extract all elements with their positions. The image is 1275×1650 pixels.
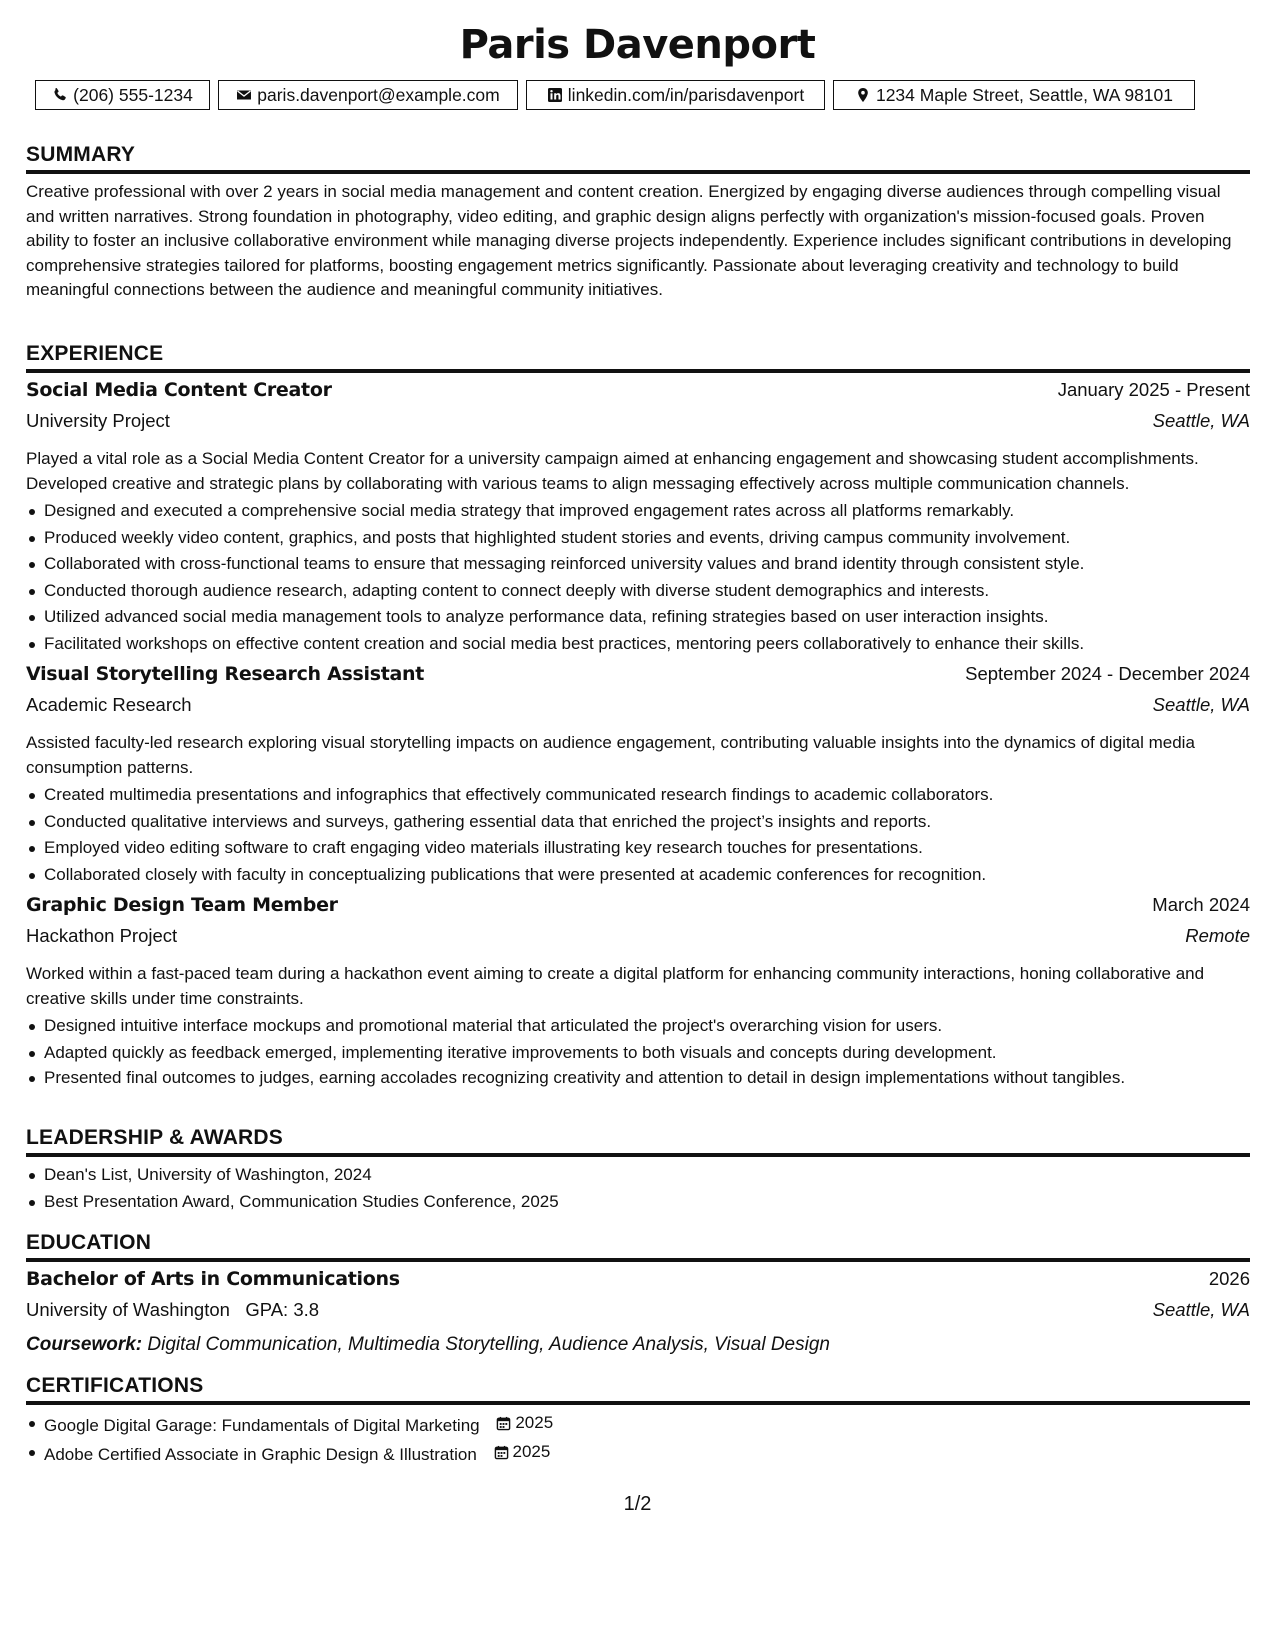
list-item: Utilized advanced social media management tools to analyze performance data, refining strategies based on user interaction insights. <box>26 604 1250 631</box>
cert-list <box>26 1410 1250 1469</box>
cert-date <box>494 1439 551 1466</box>
section-title: EXPERIENCE <box>26 342 1250 373</box>
list-item: Created multimedia presentations and infographics that effectively communicated research findings to academic collaborators. <box>26 782 1250 809</box>
list-item <box>26 1439 1250 1468</box>
contact-linkedin[interactable] <box>526 80 825 110</box>
job-date: January 2025 - Present <box>1057 379 1250 400</box>
job-entry <box>26 663 1250 888</box>
school-name: University of Washington <box>26 1299 230 1320</box>
email-text: paris.davenport@example.com <box>257 84 500 105</box>
graduation-year: 2026 <box>1208 1268 1250 1289</box>
job-bullets <box>26 782 1250 888</box>
education-section <box>26 1231 1250 1356</box>
summary-text: Creative professional with over 2 years in social media management and content creation. Energized by engaging diverse audiences through compelling visual and written narratives. Strong foundation in photography, video editing, and graphic design aligns perfectly with organization's mission-focused goals. Proven ability to foster an inclusive collaborative environment while managing diverse projects independently. Experience includes significant contributions in developing comprehensive strategies tailored for platforms, boosting engagement metrics significantly. Passionate about leveraging creativity and technology to build meaningful connections between the audience and meaningful community initiatives. <box>26 182 1232 299</box>
map-pin-icon <box>855 87 871 103</box>
job-description: Worked within a fast-paced team during a hackathon event aiming to create a digital platform for enhancing community interactions, honing collaborative and creative skills under time constraints. <box>26 964 1205 1008</box>
section-title: EDUCATION <box>26 1231 1250 1262</box>
candidate-name: Paris Davenport <box>459 22 816 68</box>
coursework-list: Digital Communication, Multimedia Storytelling, Audience Analysis, Visual Design <box>147 1334 830 1355</box>
job-description: Assisted faculty-led research exploring visual storytelling impacts on audience engagement, contributing valuable insights into the dynamics of digital media consumption patterns. <box>26 733 1195 777</box>
list-item: Best Presentation Award, Communication Studies Conference, 2025 <box>26 1189 1250 1216</box>
list-item: Dean's List, University of Washington, 2024 <box>26 1162 1250 1189</box>
job-date: September 2024 - December 2024 <box>965 663 1250 684</box>
linkedin-icon <box>547 87 563 103</box>
coursework-label: Coursework: <box>26 1334 143 1355</box>
phone-icon <box>52 87 68 103</box>
job-location: Remote <box>1185 925 1250 946</box>
calendar-icon <box>494 1445 509 1460</box>
awards-list <box>26 1162 1250 1215</box>
page-number: 1/2 <box>623 1493 652 1515</box>
linkedin-text: linkedin.com/in/parisdavenport <box>567 84 805 105</box>
job-entry <box>26 379 1250 657</box>
list-item: Collaborated closely with faculty in conceptualizing publications that were presented at academic conferences for recognition. <box>26 862 1250 889</box>
job-entry <box>26 894 1250 1090</box>
list-item: Presented final outcomes to judges, earning accolades recognizing creativity and attention to detail in design implementations without tangibles. <box>26 1066 1250 1090</box>
experience-section <box>26 342 1250 1090</box>
list-item: Employed video editing software to craft engaging video materials illustrating key research touches for presentations. <box>26 835 1250 862</box>
degree-title: Bachelor of Arts in Communications <box>26 1268 400 1290</box>
coursework-line <box>26 1334 1250 1356</box>
address-text: 1234 Maple Street, Seattle, WA 98101 <box>875 84 1174 105</box>
job-org: Academic Research <box>26 694 192 715</box>
phone-text: (206) 555-1234 <box>73 84 193 105</box>
job-bullets <box>26 498 1250 657</box>
leadership-section <box>26 1126 1250 1215</box>
job-org: University Project <box>26 410 170 431</box>
contact-address <box>833 80 1195 110</box>
job-title: Visual Storytelling Research Assistant <box>26 663 425 685</box>
list-item <box>26 1410 1250 1439</box>
list-item: Conducted qualitative interviews and surveys, gathering essential data that enriched the project’s insights and reports. <box>26 809 1250 836</box>
job-date: March 2024 <box>1152 894 1250 915</box>
certifications-section <box>26 1374 1250 1469</box>
section-title: CERTIFICATIONS <box>26 1374 1250 1405</box>
job-bullets <box>26 1013 1250 1090</box>
section-title: LEADERSHIP & AWARDS <box>26 1126 1250 1157</box>
list-item: Facilitated workshops on effective content creation and social media best practices, mentoring peers collaboratively to enhance their skills. <box>26 631 1250 658</box>
list-item: Conducted thorough audience research, adapting content to connect deeply with diverse student demographics and interests. <box>26 578 1250 605</box>
envelope-icon <box>236 87 252 103</box>
job-title: Graphic Design Team Member <box>26 894 338 916</box>
contact-email[interactable] <box>218 80 518 110</box>
list-item: Collaborated with cross-functional teams to ensure that messaging reinforced university values and brand identity through consistent style. <box>26 551 1250 578</box>
list-item: Produced weekly video content, graphics, and posts that highlighted student stories and events, driving campus community involvement. <box>26 525 1250 552</box>
cert-name: Google Digital Garage: Fundamentals of Digital Marketing <box>44 1415 480 1435</box>
cert-year: 2025 <box>515 1413 554 1432</box>
job-location: Seattle, WA <box>1152 694 1250 715</box>
list-item: Adapted quickly as feedback emerged, implementing iterative improvements to both visuals and concepts during development. <box>26 1040 1250 1067</box>
job-location: Seattle, WA <box>1152 410 1250 431</box>
gpa: GPA: 3.8 <box>245 1299 320 1320</box>
job-title: Social Media Content Creator <box>26 379 332 401</box>
school-line <box>26 1299 319 1321</box>
calendar-icon <box>496 1416 511 1431</box>
school-location: Seattle, WA <box>1152 1299 1250 1320</box>
list-item: Designed intuitive interface mockups and promotional material that articulated the project's overarching vision for users. <box>26 1013 1250 1040</box>
job-description: Played a vital role as a Social Media Content Creator for a university campaign aimed at enhancing engagement and showcasing student accomplishments. Developed creative and strategic plans by collaborating with various teams to align messaging effectively across multiple communication channels. <box>26 449 1199 493</box>
contact-bar <box>35 80 1235 110</box>
section-title: SUMMARY <box>26 143 1250 174</box>
cert-year: 2025 <box>512 1442 551 1462</box>
cert-name: Adobe Certified Associate in Graphic Design & Illustration <box>44 1445 477 1464</box>
contact-phone[interactable] <box>35 80 210 110</box>
summary-section <box>26 143 1250 303</box>
list-item: Designed and executed a comprehensive social media strategy that improved engagement rates across all platforms remarkably. <box>26 498 1250 525</box>
cert-date <box>496 1410 553 1437</box>
job-org: Hackathon Project <box>26 925 178 946</box>
